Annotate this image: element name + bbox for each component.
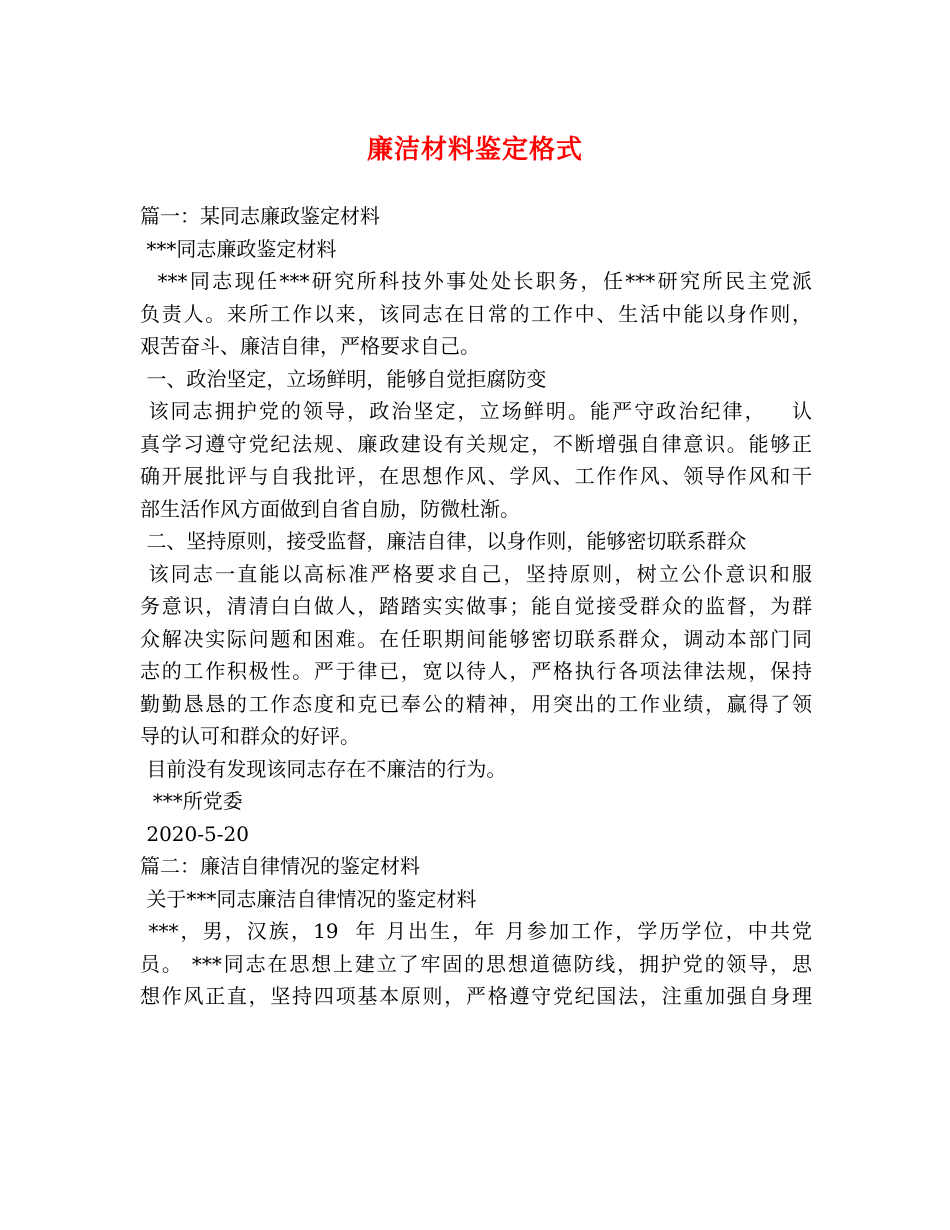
paragraph-line: 二、坚持原则，接受监督，廉洁自律，以身作则，能够密切联系群众 [140,529,747,553]
paragraph-line: 导的认可和群众的好评。 [140,724,360,748]
document-title: 廉洁材料鉴定格式 [366,135,583,165]
paragraph-line: 部生活作风方面做到自省自励，防微杜渐。 [140,496,520,521]
paragraph-line: 真学习遵守党纪法规、廉政建设有关规定，不断增强自律意识。能够正 [140,431,812,456]
paragraph-line: 关于***同志廉洁自律情况的鉴定材料 [140,886,477,911]
paragraph-line: ***同志廉政鉴定材料 [140,236,337,261]
paragraph-line: 志的工作积极性。严于律已，宽以待人，严格执行各项法律法规，保持 [140,659,812,683]
document-body [140,200,812,1013]
paragraph-line: 该同志一直能以高标准严格要求自己，坚持原则，树立公仆意识和服 [140,561,812,586]
paragraph-line: 负责人。来所工作以来，该同志在日常的工作中、生活中能以身作则， [140,301,812,326]
paragraph-line: 勤勤恳恳的工作态度和克已奉公的精神，用突出的工作业绩，赢得了领 [140,691,812,716]
paragraph-line: ***所党委 [140,789,243,813]
paragraph-line: 确开展批评与自我批评，在思想作风、学风、工作作风、领导作风和干 [140,464,812,488]
paragraph-line: 篇二：廉洁自律情况的鉴定材料 [140,854,420,878]
paragraph-line: 篇一：某同志廉政鉴定材料 [140,204,380,228]
paragraph-line: 众解决实际问题和困难。在任职期间能够密切联系群众，调动本部门同 [140,626,812,651]
paragraph-line: 艰苦奋斗、廉洁自律，严格要求自己。 [140,334,480,358]
paragraph-line: 目前没有发现该同志存在不廉洁的行为。 [140,756,507,781]
paragraph-line: 员。 ***同志在思想上建立了牢固的思想道德防线，拥护党的领导，思 [140,951,812,976]
paragraph-line: 想作风正直，坚持四项基本原则，严格遵守党纪国法，注重加强自身理 [140,984,812,1008]
paragraph-line: 该同志拥护党的领导，政治坚定，立场鲜明。能严守政治纪律， 认 [140,399,812,423]
paragraph-line: 2020-5-20 [140,821,249,846]
paragraph-line: 务意识，清清白白做人，踏踏实实做事；能自觉接受群众的监督，为群 [140,594,812,618]
paragraph-line: ***，男，汉族，19 年 月出生，年 月参加工作，学历学位，中共党 [140,919,812,943]
paragraph-line: 一、政治坚定，立场鲜明，能够自觉拒腐防变 [140,366,547,391]
paragraph-line: ***同志现任***研究所科技外事处处长职务，任***研究所民主党派 [140,269,812,293]
